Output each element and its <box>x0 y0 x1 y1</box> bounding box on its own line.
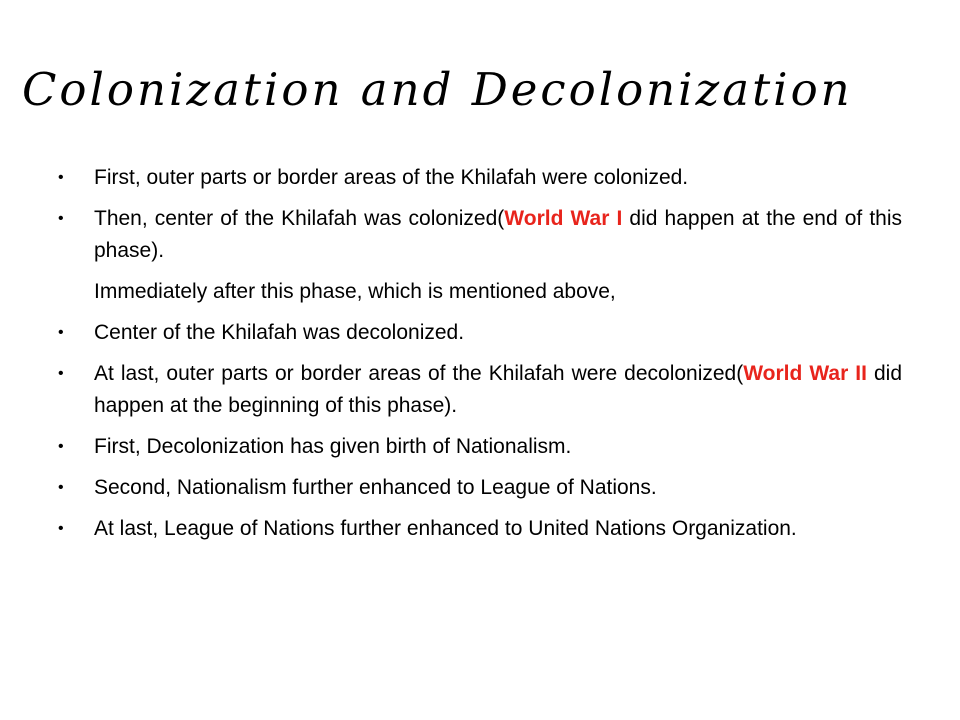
bullet-icon: • <box>58 365 64 382</box>
list-item <box>58 358 902 422</box>
bullet-icon: • <box>58 438 64 455</box>
list-item <box>58 162 902 194</box>
item-text: First, outer parts or border areas of the Khilafah were colonized. <box>94 166 689 189</box>
item-text: did happen at the end of this phase). <box>94 207 903 262</box>
list-item <box>58 472 902 504</box>
list-item <box>58 203 903 267</box>
bullet-icon: • <box>58 324 64 341</box>
highlight-world-war-ii: World War II <box>743 362 867 385</box>
bullet-list <box>58 162 903 554</box>
list-item <box>58 431 902 463</box>
list-item-continuation <box>94 276 902 308</box>
item-text: did happen at the beginning of this phase). <box>94 362 902 417</box>
item-text: Second, Nationalism further enhanced to League of Nations. <box>94 476 657 499</box>
list-item <box>58 317 902 349</box>
item-text: At last, outer parts or border areas of the Khilafah were decolonized( <box>94 362 744 385</box>
item-text: First, Decolonization has given birth of Nationalism. <box>94 435 572 458</box>
bullet-icon: • <box>58 210 64 227</box>
item-text: Immediately after this phase, which is mentioned above, <box>94 280 616 303</box>
highlight-world-war-i: World War I <box>504 207 623 230</box>
slide-title: Colonization and Decolonization <box>22 63 853 116</box>
bullet-icon: • <box>58 169 64 186</box>
list-item <box>58 513 902 545</box>
item-text: Then, center of the Khilafah was colonized( <box>94 207 505 230</box>
bullet-icon: • <box>58 520 64 537</box>
item-text: Center of the Khilafah was decolonized. <box>94 321 465 344</box>
bullet-icon: • <box>58 479 64 496</box>
item-text: At last, League of Nations further enhanced to United Nations Organization. <box>94 517 797 540</box>
